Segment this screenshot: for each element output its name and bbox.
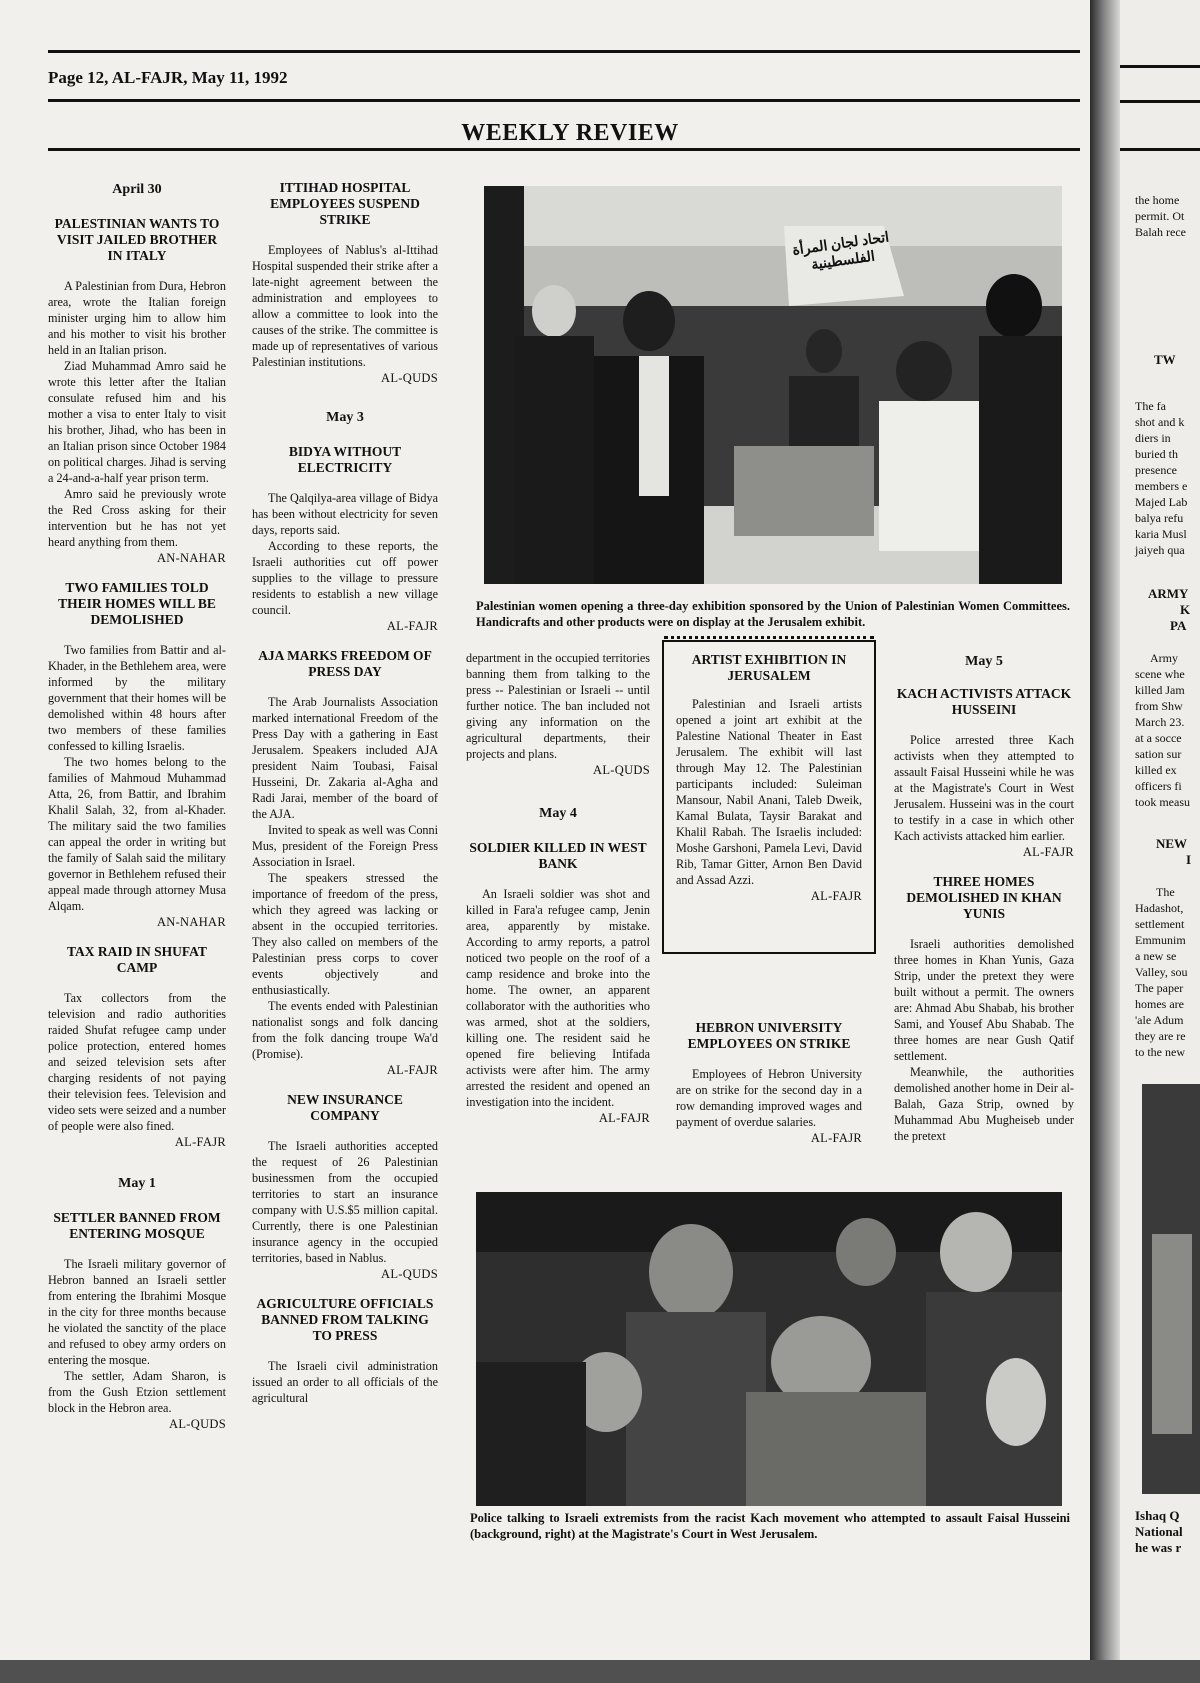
fragment-line: at a socce [1135,731,1182,745]
column-5 [894,654,1074,1144]
source-credit: AL-FAJR [810,889,862,903]
source-credit: AL-QUDS [381,371,438,385]
fragment-caption: Ishaq Q [1135,1508,1180,1523]
column-2 [252,180,438,1406]
fragment-line: homes are [1135,997,1184,1011]
fragment-line: jaiyeh qua [1135,543,1185,557]
source-credit: AL-FAJR [810,1131,862,1145]
article-text: The Israeli civil administration issued an order to all officials of the agricultural [252,1359,438,1405]
adjacent-photo [1142,1084,1200,1494]
fragment-line: members e [1135,479,1188,493]
fragment-line: the home [1135,193,1180,207]
headline-new-insurance: NEW INSURANCE COMPANY [287,1092,403,1123]
article-text: Employees of Hebron University are on strike for the second day in a row demanding improved wages and payment of overdue salaries. [676,1067,862,1129]
fragment-line: settlement [1135,917,1185,931]
date-may-4: May 4 [539,806,577,821]
folio: Page 12, AL-FAJR, May 11, 1992 [48,68,288,87]
adjacent-rule [1120,65,1200,68]
headline-aja-press-day: AJA MARKS FREEDOM OF PRESS DAY [258,648,432,679]
headline-two-families: TWO FAMILIES TOLD THEIR HOMES WILL BE DEMOLISHED [58,580,216,627]
box-top-border [664,636,874,643]
date-may-1: May 1 [118,1176,156,1191]
adjacent-page-fragment [1120,0,1200,1660]
fragment-line: they are re [1135,1029,1186,1043]
source-credit: AL-FAJR [386,619,438,633]
fragment-line: The fa [1135,399,1166,413]
article-text: A Palestinian from Dura, Hebron area, wrote the Italian foreign minister urging him to allow him and his mother to visit his brother held in an Italian prison. [48,279,226,357]
fragment-line: Hadashot, [1135,901,1184,915]
fragment-headline: K [1180,602,1191,617]
source-credit: AL-QUDS [381,1267,438,1281]
source-credit: AL-FAJR [386,1063,438,1077]
artist-exhibition-box [662,640,876,954]
fragment-line: killed Jam [1135,683,1185,697]
source-credit: AN-NAHAR [156,551,226,565]
source-credit: AL-QUDS [593,763,650,777]
fragment-caption: National [1135,1524,1183,1539]
hebron-article [676,1020,862,1160]
fragment-line: buried th [1135,447,1178,461]
fragment-line: presence [1135,463,1177,477]
headline-palestinian-wants-to-visit: PALESTINIAN WANTS TO VISIT JAILED BROTHER IN ITALY [54,216,220,263]
article-text: The Qalqilya-area village of Bidya has been without electricity for seven days, reports said. [252,491,438,537]
column-3 [466,650,650,1140]
adjacent-rule [1120,148,1200,151]
article-text: The Israeli authorities accepted the request of 26 Palestinian businessmen from the occupied territories to start an insurance company with U.S.$5 million capital. Currently, there is one Palestinian insurance agency in the occupied territories, based in Nablus. [252,1139,438,1265]
fragment-line: karia Musl [1135,527,1187,541]
folio-rule [48,99,1080,102]
source-credit: AL-FAJR [598,1111,650,1125]
article-text: Palestinian and Israeli artists opened a joint art exhibit at the Palestine National Theater in East Jerusalem. The exhibit will last through May 12. The Palestinian participants included: Suleiman Mansour, Nabil Anani, Taleb Dweik, Kamal Bulata, Taysir Barakat and Khalil Rabah. The Israelis included: Moshe Garshoni, Pamela Levi, David Rib, Tamar Gitter, Arnon Ben David and Assad Azzi. [676,697,862,887]
fragment-line: Balah rece [1135,225,1186,239]
source-credit: AL-FAJR [174,1135,226,1149]
adjacent-photo-figure [1152,1234,1192,1434]
fragment-headline: PA [1170,618,1187,633]
article-text: The speakers stressed the importance of freedom of the press, which they agreed was lacking or absent in the occupied territories. They also called on members of the Palestinian press corps to cover events objectively and enthusiastically. [252,871,438,997]
fragment-line: permit. Ot [1135,209,1185,223]
fragment-line: balya refu [1135,511,1184,525]
fragment-line: Majed Lab [1135,495,1188,509]
date-may-3: May 3 [326,410,364,425]
article-text: Police arrested three Kach activists when they attempted to assault Faisal Husseini while he was at the Magistrate's Court in West Jerusalem. Husseini was in the court to testify in a case in which other Kach activists attacked him earlier. [894,733,1074,843]
fragment-line: scene whe [1135,667,1185,681]
banner-text: اتحاد لجان المرأة الفلسطينية [791,230,891,274]
article-text: Ziad Muhammad Amro said he wrote this letter after the Italian consulate refused him and his mother a visa to enter Italy to visit his brother, Jihad, who has been in an Italian prison since October 1984 on political charges. Jihad is serving a 24-and-a-half year prison term. [48,359,226,485]
exhibition-photo [484,186,1062,584]
fragment-headline: ARMY [1148,586,1189,601]
article-text: The events ended with Palestinian nationalist songs and folk dancing from the folk dancing troupe Wa'd (Promise). [252,999,438,1061]
article-text: The Israeli military governor of Hebron banned an Israeli settler from entering the Ibrahimi Mosque in the city for three months because he violated the sanctity of the place and refused to obey army orders on entering the mosque. [48,1257,226,1367]
article-text: The settler, Adam Sharon, is from the Gush Etzion settlement block in the Hebron area. [48,1369,226,1415]
article-text: Meanwhile, the authorities demolished another home in Deir al-Balah, Gaza Strip, owned by Muhammad Abu Mugheiseb under the pretext [894,1065,1074,1143]
headline-kach-activists: KACH ACTIVISTS ATTACK HUSSEINI [896,686,1072,717]
fragment-headline: I [1186,852,1192,867]
column-1 [48,182,226,1446]
article-text: The Arab Journalists Association marked international Freedom of the Press Day with a gathering in East Jerusalem. Speakers included AJA president Naim Toubasi, Faisal Husseini, Dr. Zakaria al-Agha and Radi Jarai, member of the board of the AJA. [252,695,438,821]
fragment-line: a new se [1135,949,1177,963]
headline-ittihad-hospital: ITTIHAD HOSPITAL EMPLOYEES SUSPEND STRIKE [270,180,420,227]
date-april-30: April 30 [112,182,162,197]
headline-settler-banned: SETTLER BANNED FROM ENTERING MOSQUE [53,1210,221,1241]
fragment-line: 'ale Adum [1135,1013,1184,1027]
article-text: Two families from Battir and al-Khader, in the Bethlehem area, were informed by the military government that their homes will be demolished within 48 hours after two members of these families confessed to killing Israelis. [48,643,226,753]
section-title: WEEKLY REVIEW [461,120,679,146]
headline-three-homes-demolished: THREE HOMES DEMOLISHED IN KHAN YUNIS [906,874,1062,921]
fragment-line: to the new [1135,1045,1185,1059]
date-may-5: May 5 [965,654,1003,669]
police-photo-image [476,1192,1062,1506]
top-rule [48,50,1080,53]
headline-hebron-university: HEBRON UNIVERSITY EMPLOYEES ON STRIKE [687,1020,851,1051]
headline-agriculture-officials: AGRICULTURE OFFICIALS BANNED FROM TALKING TO PRESS [256,1296,434,1343]
fragment-line: Emmunim [1135,933,1186,947]
fragment-headline: TW [1154,352,1176,367]
fragment-line: The [1156,885,1175,899]
binding-gutter [1090,0,1120,1683]
article-text: An Israeli soldier was shot and killed in Fara'a refugee camp, Jenin area, apparently by mistake. According to army reports, a patrol noticed two people on the roof of a camp residence and broke into the home. The owner, an apparent collaborator with the authorities who was armed, shot at the soldiers, killing one. The resident said he opened fire believing Intifada activists were after him. The army arrested the resident and opened an investigation into the incident. [466,887,650,1109]
fragment-headline: NEW [1156,836,1188,851]
exhibition-photo-image [484,186,1062,584]
scan-bottom-edge [0,1660,1200,1683]
headline-tax-raid: TAX RAID IN SHUFAT CAMP [67,944,207,975]
fragment-line: Army [1150,651,1178,665]
fragment-line: The paper [1135,981,1184,995]
article-text: The two homes belong to the families of Mahmoud Muhammad Atta, 26, from Battir, and Ibrahim Khalil Salah, 32, from al-Khader. The military said the two families can appeal the order in writing but the family of Salah said the military governor in Bethlehem refused their appeal made through attorney Musa Alqam. [48,755,226,913]
fragment-line: took measu [1135,795,1190,809]
fragment-line: March 23. [1135,715,1185,729]
article-text: Employees of Nablus's al-Ittihad Hospital suspended their strike after a late-night agreement between the administration and employees to allow a committee to look into the causes of the strike. The committee is made up of representatives of various Palestinian institutions. [252,243,438,369]
exhibition-photo-caption: Palestinian women opening a three-day exhibition sponsored by the Union of Palestinian Women Committees. Handicrafts and other products were on display at the Jerusalem exhibit. [476,599,1070,629]
fragment-line: shot and k [1135,415,1185,429]
fragment-caption: he was r [1135,1540,1182,1555]
section-rule [48,148,1080,151]
fragment-line: sation sur [1135,747,1182,761]
source-credit: AL-QUDS [169,1417,226,1431]
fragment-line: Valley, sou [1135,965,1188,979]
article-text: Amro said he previously wrote the Red Cross asking for their intervention but he has not yet heard anything from them. [48,487,226,549]
article-text: Israeli authorities demolished three homes in Khan Yunis, Gaza Strip, under the pretext they were built without a permit. The owners are: Ahmad Abu Shabab, his brother Sami, and Yousef Abu Shabab. The three homes are near Gush Qatif settlement. [894,937,1074,1063]
article-text: Invited to speak as well was Conni Mus, president of the Foreign Press Association in Israel. [252,823,438,869]
police-photo-caption: Police talking to Israeli extremists from the racist Kach movement who attempted to assault Faisal Husseini (background, right) at the Magistrate's Court in West Jerusalem. [470,1511,1070,1541]
fragment-line: from Shw [1135,699,1183,713]
headline-bidya: BIDYA WITHOUT ELECTRICITY [288,444,402,475]
adjacent-rule [1120,100,1200,103]
headline-soldier-killed: SOLDIER KILLED IN WEST BANK [469,840,647,871]
source-credit: AN-NAHAR [156,915,226,929]
article-text: According to these reports, the Israeli authorities cut off power supplies to the village to pressure residents to establish a new village council. [252,539,438,617]
fragment-line: officers fi [1135,779,1182,793]
headline-artist-exhibition: ARTIST EXHIBITION IN JERUSALEM [691,652,847,683]
police-photo [476,1192,1062,1506]
fragment-line: diers in [1135,431,1171,445]
source-credit: AL-FAJR [1022,845,1074,859]
fragment-line: killed ex [1135,763,1177,777]
article-text: Tax collectors from the television and radio authorities raided Shufat refugee camp under police protection, entered homes and seized television sets after charging residents of not paying their television fees. Television and video sets were seized and a number of people were also fined. [48,991,227,1133]
article-text: department in the occupied territories banning them from talking to the press -- Palestinian or Israeli -- until further notice. The ban included not giving any information on the agricultural departments, their projects and plans. [466,651,650,761]
